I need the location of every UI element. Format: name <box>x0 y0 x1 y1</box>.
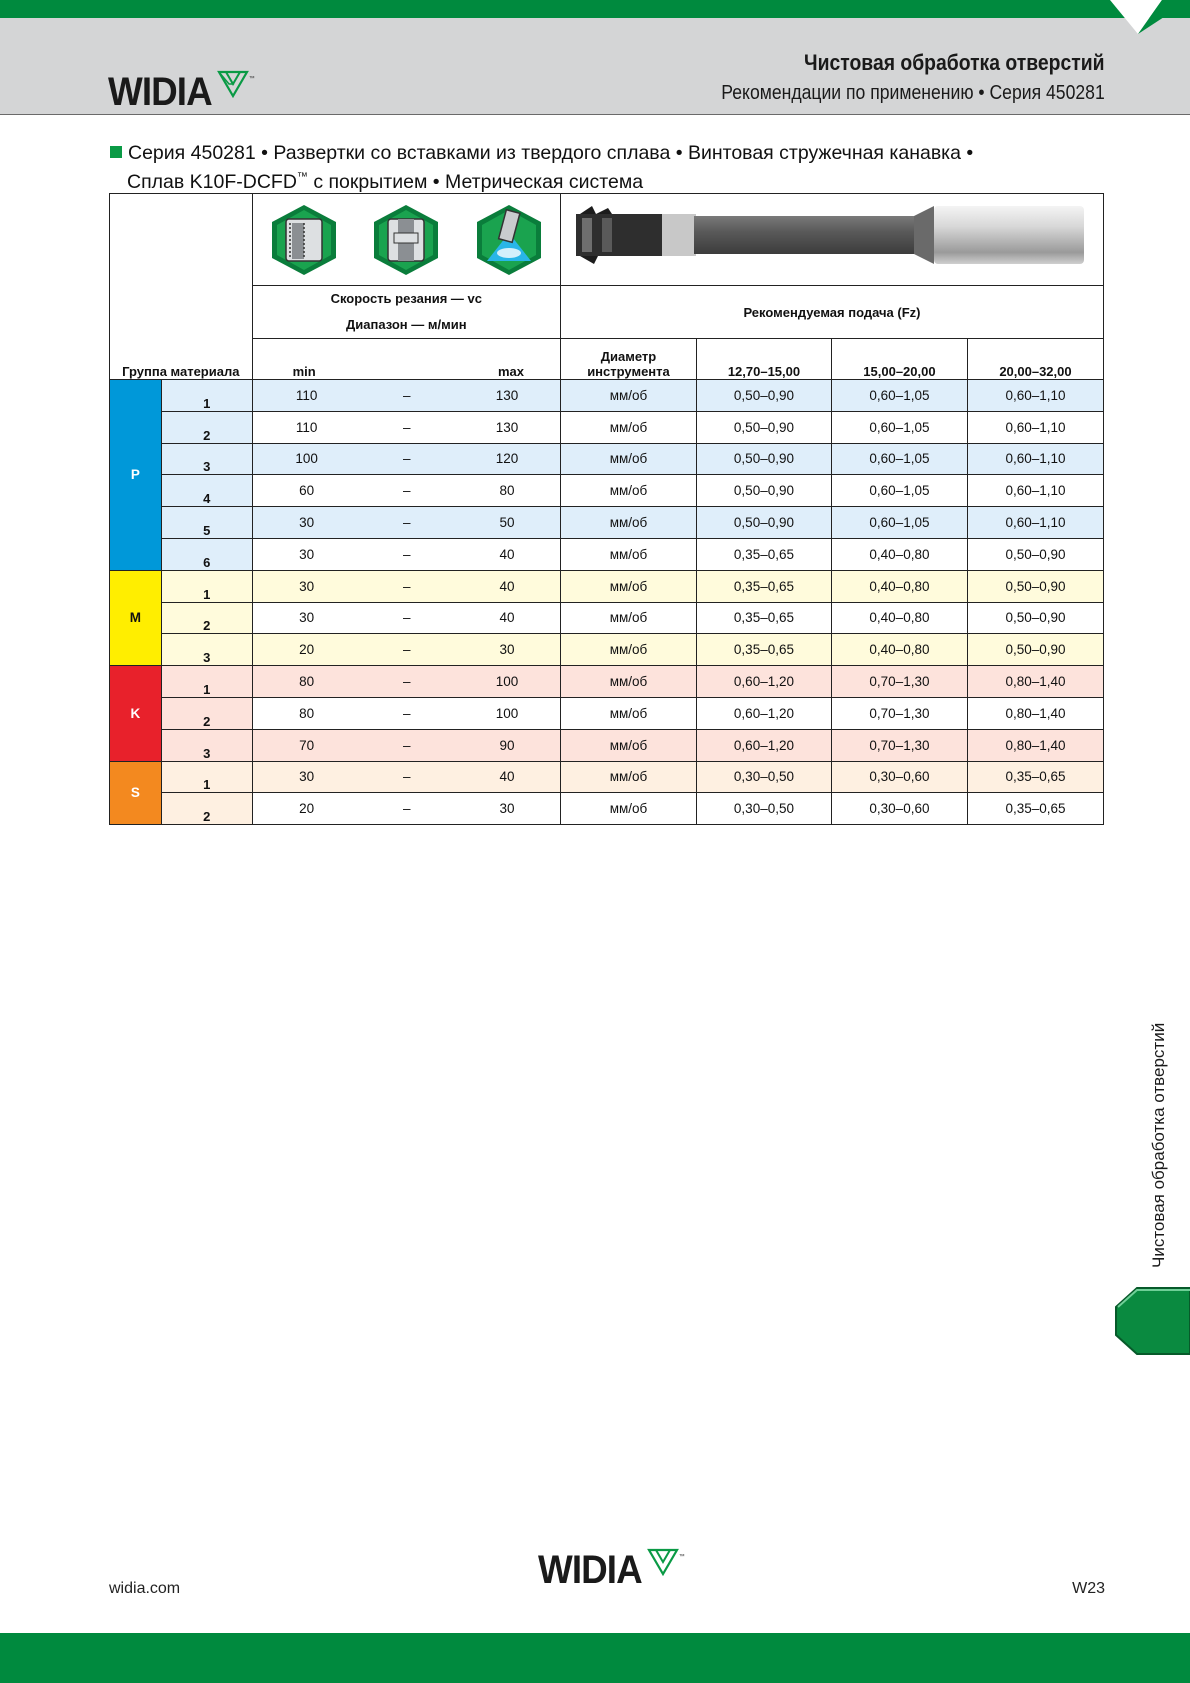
subgroup-number: 1 <box>161 380 252 412</box>
feed-value-3: 0,50–0,90 <box>967 602 1103 634</box>
feed-unit: мм/об <box>560 761 696 793</box>
series-title-line1: Серия 450281 • Развертки со вставками из твердого сплава • Винтовая стружечная канавка • <box>128 142 974 164</box>
speed-max: 100 <box>495 705 519 721</box>
table-row <box>110 697 1104 729</box>
speed-min: 80 <box>299 705 315 721</box>
feed-value-3: 0,80–1,40 <box>967 729 1103 761</box>
feed-value-1: 0,35–0,65 <box>696 538 831 570</box>
feed-value-1: 0,35–0,65 <box>696 634 831 666</box>
footer-widia-logo <box>538 1548 685 1590</box>
table-row <box>110 570 1104 602</box>
interrupted-cut-icon <box>372 203 440 277</box>
feed-unit: мм/об <box>560 570 696 602</box>
feed-value-1: 0,30–0,50 <box>696 761 831 793</box>
subgroup-number: 5 <box>161 507 252 539</box>
min-label: min <box>292 364 316 379</box>
speed-dash: – <box>403 769 411 785</box>
logo-text: WIDIA <box>108 70 212 114</box>
recommendation-table <box>109 193 1104 825</box>
speed-dash: – <box>403 483 411 499</box>
feed-value-2: 0,40–0,80 <box>831 538 967 570</box>
speed-min: 110 <box>295 419 318 435</box>
series-title-line2-pre: Сплав K10F-DCFD <box>127 171 297 193</box>
feed-value-2: 0,60–1,05 <box>831 443 967 475</box>
speed-min: 110 <box>295 387 318 403</box>
footer-logo-text: WIDIA <box>538 1548 642 1592</box>
subgroup-number: 1 <box>161 761 252 793</box>
feed-value-3: 0,50–0,90 <box>967 538 1103 570</box>
speed-dash: – <box>403 387 411 403</box>
feed-unit: мм/об <box>560 729 696 761</box>
table-row <box>110 443 1104 475</box>
speed-max: 90 <box>499 737 515 753</box>
speed-max: 130 <box>495 387 519 403</box>
coolant-through-icon <box>475 203 543 277</box>
feed-unit: мм/об <box>560 602 696 634</box>
feed-value-3: 0,80–1,40 <box>967 666 1103 698</box>
cutting-speed-cell <box>252 761 560 793</box>
subgroup-number: 1 <box>161 666 252 698</box>
feed-value-1: 0,60–1,20 <box>696 666 831 698</box>
subgroup-number: 1 <box>161 570 252 602</box>
bottom-green-bar <box>0 1633 1190 1683</box>
top-green-bar <box>0 0 1190 18</box>
cutting-speed-cell <box>252 411 560 443</box>
cutting-speed-cell <box>252 443 560 475</box>
table-row <box>110 729 1104 761</box>
speed-max: 30 <box>499 642 515 658</box>
speed-header-line2: Диапазон — м/мин <box>345 317 467 332</box>
feed-value-2: 0,60–1,05 <box>831 475 967 507</box>
feed-value-3: 0,80–1,40 <box>967 697 1103 729</box>
speed-min: 30 <box>299 578 315 594</box>
speed-dash: – <box>403 610 411 626</box>
subgroup-number: 2 <box>161 411 252 443</box>
feed-value-3: 0,50–0,90 <box>967 570 1103 602</box>
diameter-header-cell: Диаметр инструмента <box>560 339 696 380</box>
speed-max: 40 <box>499 546 515 562</box>
subgroup-number: 6 <box>161 538 252 570</box>
speed-min: 30 <box>299 515 315 531</box>
feed-unit: мм/об <box>560 507 696 539</box>
group-header-cell: Группа материала <box>110 339 253 380</box>
subgroup-number: 3 <box>161 634 252 666</box>
cutting-speed-cell <box>252 538 560 570</box>
speed-min: 20 <box>299 642 315 658</box>
speed-dash: – <box>403 546 411 562</box>
feed-value-1: 0,35–0,65 <box>696 602 831 634</box>
feed-value-3: 0,60–1,10 <box>967 507 1103 539</box>
feed-unit: мм/об <box>560 697 696 729</box>
feed-value-2: 0,40–0,80 <box>831 570 967 602</box>
cutting-speed-cell <box>252 602 560 634</box>
material-group-s: S <box>110 761 162 825</box>
speed-max: 40 <box>499 769 515 785</box>
table-row <box>110 475 1104 507</box>
feed-value-3: 0,60–1,10 <box>967 443 1103 475</box>
reamer-tool-icon <box>562 194 1102 282</box>
table-row <box>110 411 1104 443</box>
speed-header-line1: Скорость резания — vc <box>330 291 482 306</box>
speed-min: 30 <box>299 610 315 626</box>
feed-unit: мм/об <box>560 538 696 570</box>
table-row <box>110 380 1104 412</box>
cutting-speed-cell <box>252 380 560 412</box>
feed-header-cell: Рекомендуемая подача (Fz) <box>560 286 1103 339</box>
feed-value-1: 0,35–0,65 <box>696 570 831 602</box>
corner-chevron-icon <box>1104 0 1190 56</box>
speed-min: 30 <box>299 769 315 785</box>
empty-corner-cell <box>110 194 253 339</box>
subgroup-number: 3 <box>161 443 252 475</box>
table-row <box>110 602 1104 634</box>
side-tab-marker-icon[interactable] <box>1115 1287 1190 1355</box>
table-row <box>110 538 1104 570</box>
speed-max: 40 <box>499 610 515 626</box>
speed-min: 60 <box>299 483 315 499</box>
side-tab-label: Чистовая обработка отверстий <box>1149 1022 1168 1268</box>
feed-value-2: 0,60–1,05 <box>831 411 967 443</box>
subgroup-number: 2 <box>161 602 252 634</box>
feed-unit: мм/об <box>560 411 696 443</box>
feed-value-2: 0,40–0,80 <box>831 634 967 666</box>
speed-max: 30 <box>499 801 515 817</box>
speed-dash: – <box>403 737 411 753</box>
subgroup-number: 2 <box>161 793 252 825</box>
cutting-speed-cell <box>252 570 560 602</box>
feed-value-3: 0,35–0,65 <box>967 793 1103 825</box>
speed-max: 50 <box>499 515 515 531</box>
widia-triangle-logo-icon <box>217 70 249 98</box>
speed-min: 70 <box>299 737 315 753</box>
diam-range-3: 20,00–32,00 <box>967 339 1103 380</box>
feed-value-3: 0,60–1,10 <box>967 475 1103 507</box>
blind-hole-icon <box>270 203 338 277</box>
subgroup-number: 3 <box>161 729 252 761</box>
speed-dash: – <box>403 705 411 721</box>
feed-value-2: 0,60–1,05 <box>831 380 967 412</box>
feed-value-3: 0,60–1,10 <box>967 411 1103 443</box>
cutting-speed-cell <box>252 666 560 698</box>
feed-value-1: 0,60–1,20 <box>696 697 831 729</box>
max-label: max <box>497 364 524 379</box>
feed-value-2: 0,30–0,60 <box>831 761 967 793</box>
cutting-speed-cell <box>252 729 560 761</box>
material-group-m: M <box>110 570 162 665</box>
feed-value-3: 0,50–0,90 <box>967 634 1103 666</box>
feed-value-1: 0,50–0,90 <box>696 475 831 507</box>
feed-unit: мм/об <box>560 634 696 666</box>
footer-widia-triangle-logo-icon <box>647 1548 679 1576</box>
series-title-tm: ™ <box>296 171 308 183</box>
green-square-bullet-icon <box>110 146 122 158</box>
feed-value-2: 0,30–0,60 <box>831 793 967 825</box>
speed-dash: – <box>403 419 411 435</box>
speed-max: 100 <box>495 674 519 690</box>
speed-dash: – <box>403 578 411 594</box>
feed-value-1: 0,50–0,90 <box>696 443 831 475</box>
material-group-p: P <box>110 380 162 571</box>
table-row <box>110 761 1104 793</box>
feed-value-2: 0,60–1,05 <box>831 507 967 539</box>
table-row <box>110 634 1104 666</box>
speed-max: 80 <box>499 483 515 499</box>
feed-value-1: 0,50–0,90 <box>696 411 831 443</box>
feed-value-2: 0,70–1,30 <box>831 666 967 698</box>
cutting-speed-cell <box>252 475 560 507</box>
diam-range-2: 15,00–20,00 <box>831 339 967 380</box>
speed-max: 120 <box>495 451 519 467</box>
diam-range-1: 12,70–15,00 <box>696 339 831 380</box>
feed-unit: мм/об <box>560 793 696 825</box>
feed-unit: мм/об <box>560 475 696 507</box>
table-row <box>110 793 1104 825</box>
speed-header-cell <box>252 286 560 339</box>
reamer-image-cell <box>560 194 1103 286</box>
speed-dash: – <box>403 515 411 531</box>
speed-min: 80 <box>299 674 315 690</box>
header-title: Чистовая обработка отверстий <box>804 50 1105 75</box>
speed-min: 100 <box>295 451 318 467</box>
speed-dash: – <box>403 451 411 467</box>
application-icons-cell <box>252 194 560 286</box>
header-subtitle: Рекомендации по применению • Серия 450281 <box>721 82 1105 104</box>
cutting-speed-cell <box>252 507 560 539</box>
feed-value-2: 0,70–1,30 <box>831 729 967 761</box>
speed-max: 40 <box>499 578 515 594</box>
subgroup-number: 2 <box>161 697 252 729</box>
feed-value-3: 0,60–1,10 <box>967 380 1103 412</box>
speed-dash: – <box>403 674 411 690</box>
speed-min: 20 <box>299 801 315 817</box>
cutting-speed-cell <box>252 793 560 825</box>
speed-dash: – <box>403 801 411 817</box>
min-max-header-cell <box>252 339 560 380</box>
logo-trademark: ™ <box>248 76 255 82</box>
feed-unit: мм/об <box>560 666 696 698</box>
page-header <box>0 18 1190 115</box>
cutting-speed-cell <box>252 697 560 729</box>
page-number: W23 <box>1072 1580 1105 1597</box>
series-title-line2-post: с покрытием • Метрическая система <box>307 171 644 193</box>
widia-logo[interactable] <box>108 70 255 112</box>
feed-value-1: 0,50–0,90 <box>696 380 831 412</box>
feed-value-2: 0,40–0,80 <box>831 602 967 634</box>
subgroup-number: 4 <box>161 475 252 507</box>
feed-value-3: 0,35–0,65 <box>967 761 1103 793</box>
feed-unit: мм/об <box>560 443 696 475</box>
feed-unit: мм/об <box>560 380 696 412</box>
feed-value-1: 0,50–0,90 <box>696 507 831 539</box>
footer-logo-trademark: ™ <box>678 1554 685 1560</box>
feed-value-2: 0,70–1,30 <box>831 697 967 729</box>
speed-max: 130 <box>495 419 519 435</box>
speed-dash: – <box>403 642 411 658</box>
material-group-k: K <box>110 666 162 761</box>
series-title <box>110 141 973 194</box>
cutting-speed-cell <box>252 634 560 666</box>
speed-min: 30 <box>299 546 315 562</box>
feed-value-1: 0,30–0,50 <box>696 793 831 825</box>
table-row <box>110 666 1104 698</box>
table-row <box>110 507 1104 539</box>
feed-value-1: 0,60–1,20 <box>696 729 831 761</box>
footer-url[interactable]: widia.com <box>109 1580 181 1597</box>
